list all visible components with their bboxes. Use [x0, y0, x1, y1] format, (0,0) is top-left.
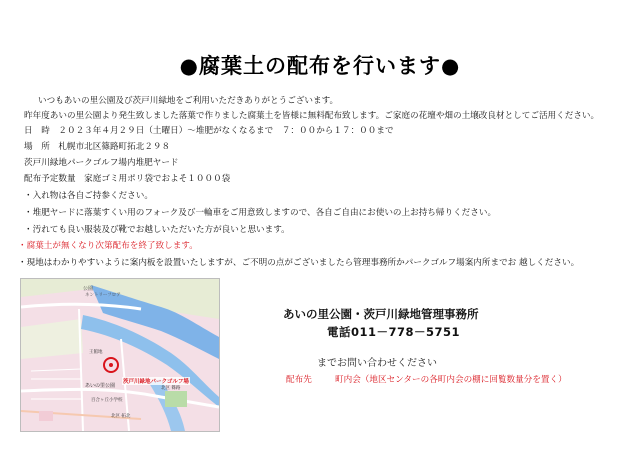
intro-text: 昨年度あいの里公園より発生致しました落葉で作りました腐葉土を皆様に無料配布致します。ご家庭の花壇や畑の土壌改良材としてご活用ください。	[24, 111, 600, 121]
distribution-value: 町内会（地区センターの各町内会の棚に回覧数量分を置く）	[335, 375, 567, 385]
note-tools: ・堆肥ヤードに落葉すくい用のフォーク及び一輪車をご用意致しますので、各自ご自由にお使いの上お持ち帰りください。	[24, 208, 497, 218]
map-label-park-top: 公園	[83, 286, 94, 292]
note-signs: ・現地はわかりやすいように案内板を設置いたしますが、ご不明の点がございましたら管理事務所かパークゴルフ場案内所までお 越しください。	[18, 258, 580, 268]
map-graphic	[21, 279, 219, 431]
map-label-chiwa: 王館地	[89, 350, 103, 355]
contact-text: までお問い合わせください	[317, 358, 437, 369]
quantity-text: 配布予定数量 家庭ゴミ用ポリ袋でおよそ１０００袋	[24, 174, 231, 184]
target-marker-icon	[103, 357, 119, 373]
datetime-text: 日 時 ２０２３年４月２９日（土曜日）～堆肥がなくなるまで ７：００から１７：００まで	[24, 126, 394, 136]
map-label-small-1: 北区 篠路	[161, 386, 181, 391]
target-marker-dot	[109, 363, 113, 367]
office-tel: 電話011－778－5751	[327, 325, 461, 339]
note-clothes: ・汚れても良い服装及び靴でお越しいただいた方が良いと思います。	[24, 225, 290, 235]
location-map	[20, 278, 220, 432]
map-label-school: 百合ヶ丘小学校	[91, 398, 123, 403]
place-detail-text: 茨戸川緑地パークゴルフ場内堆肥ヤード	[24, 158, 179, 168]
greeting-text: いつもあいの里公園及び茨戸川緑地をご利用いただきありがとうございます。	[38, 96, 339, 106]
note-end: ・腐葉土が無くなり次第配布を終了致します。	[18, 241, 198, 251]
map-label-floor: ネントリーフロア	[85, 293, 121, 298]
map-label-park: あいの里公園	[85, 383, 116, 389]
place-address-text: 場 所 札幌市北区篠路町拓北２９８	[24, 142, 171, 152]
office-name: あいの里公園・茨戸川緑地管理事務所	[283, 307, 479, 321]
map-label-small-2: 北区 拓北	[111, 414, 131, 419]
note-containers: ・入れ物は各自ご持参ください。	[24, 191, 153, 201]
map-label-target: 茨戸川緑地パークゴルフ場	[123, 379, 189, 385]
distribution-label: 配布先	[286, 375, 312, 385]
page-title: ●腐葉土の配布を行います●	[179, 54, 461, 78]
